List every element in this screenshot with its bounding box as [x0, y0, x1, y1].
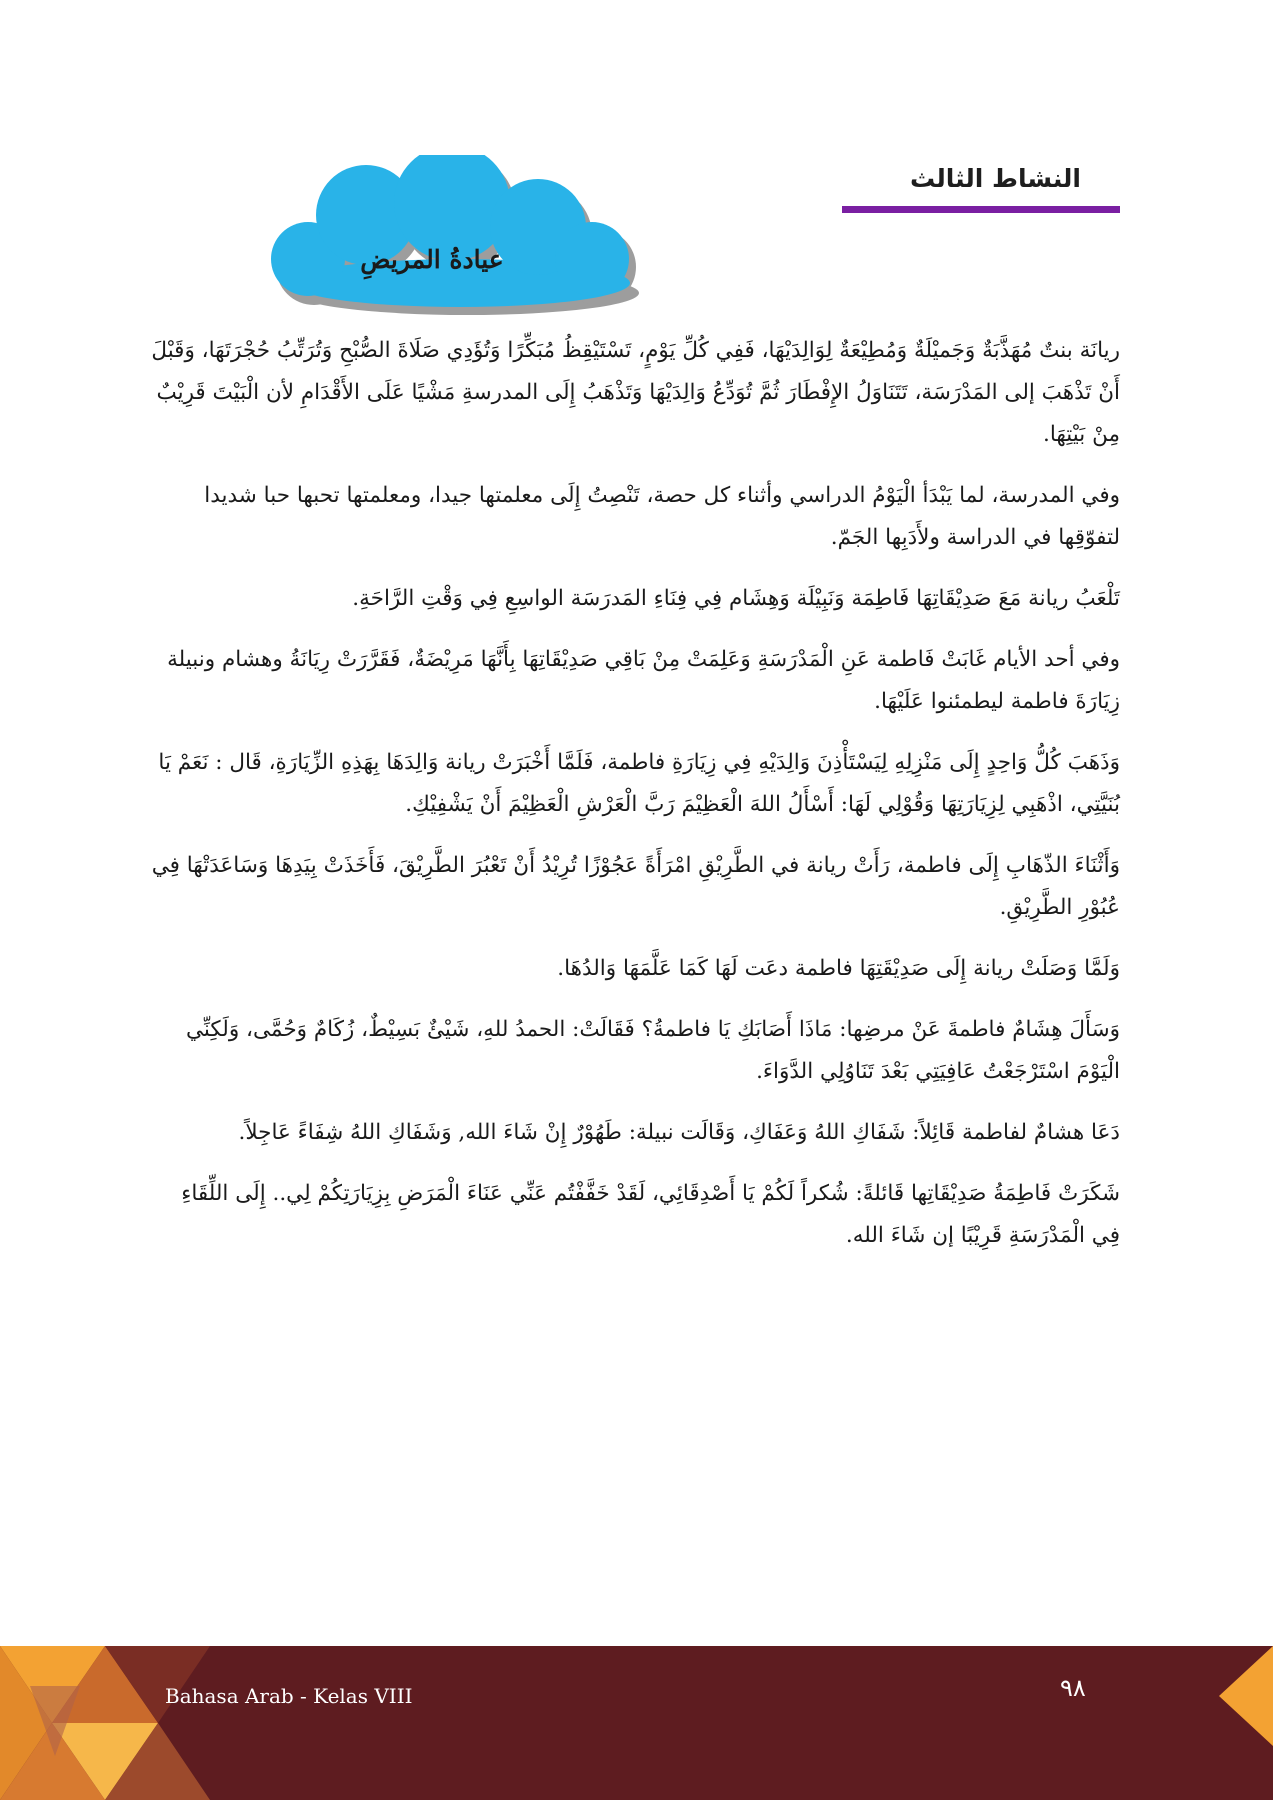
- story-title: عيادةُ المريضِ: [360, 245, 504, 274]
- cloud-shape: [262, 155, 646, 317]
- story-paragraph: وَسَأَلَ هِشَامٌ فاطمةَ عَنْ مرضِها: مَاذَا أَصَابَكِ يَا فاطمةُ؟ فَقَالَتْ: الحمدُ للهِ، شَيْئٌ بَسِيْطٌ، زُكَامٌ وَحُمَّى، وَلَكِنِّي الْيَوْمَ اسْتَرْجَعْتُ عَافِيَتِي بَعْدَ تَنَاوُلِي الدَّوَاءَ.: [185, 1017, 1120, 1084]
- page-number: ٩٨: [1060, 1674, 1086, 1702]
- corner-arrow-icon: [1211, 1646, 1273, 1800]
- story-paragraph: تَلْعَبُ ريانة مَعَ صَدِيْقَاتِهَا فَاطِمَة وَنَبِيْلَة وَهِشَام فِي فِنَاءِ المَدرَسَة الواسِعِ فِي وَقْتِ الرَّاحَةِ.: [352, 586, 1120, 611]
- activity-title-underline: [842, 206, 1120, 213]
- story-paragraph: وَأَثْنَاءَ الذّهَابِ إِلَى فاطمة، رَأَتْ ريانة في الطَّرِيْقِ امْرَأَةً عَجُوْزًا تُرِيْدُ أَنْ تَعْبُرَ الطَّرِيْقَ، فَأَخَذَتْ بِيَدِهَا وَسَاعَدَتْهَا فِي عُبُوْرِ الطَّرِيْقِ.: [151, 853, 1120, 920]
- page-footer: [0, 1646, 1273, 1800]
- story-title-cloud: [262, 155, 646, 317]
- story-paragraph: وفي أحد الأيام غَابَتْ فَاطمة عَنِ الْمَدْرَسَةِ وَعَلِمَتْ مِنْ بَاقِي صَدِيْقَاتِهَا بِأَنَّهَا مَرِيْضَةٌ، فَقَرَّرَتْ رِيَانَةُ وهشام ونبيلة زِيَارَةَ فاطمة ليطمئنوا عَلَيْهَا.: [167, 647, 1120, 714]
- story-paragraph: دَعَا هشامٌ لفاطمة قَائِلاً: شَفَاكِ اللهُ وَعَفَاكِ، وَقَالَت نبيلة: طَهُوْرٌ إِنْ شَاءَ الله, وَشَفَاكِ اللهُ شِفَاءً عَاجِلاً.: [238, 1120, 1120, 1145]
- story-paragraph: شَكَرَتْ فَاطِمَةُ صَدِيْقَاتِها قَائلةً: شُكراً لَكُمْ يَا أَصْدِقَائِي، لَقَدْ خَفَّفْتُم عَنِّي عَنَاءَ الْمَرَضِ بِزِيَارَتِكُمْ لِي.. إِلَى اللِّقَاءِ فِي الْمَدْرَسَةِ قَرِيْبًا إن شَاءَ الله.: [181, 1181, 1120, 1248]
- activity-title: النشاط الثالث: [909, 164, 1081, 193]
- story-paragraph: ريانَة بنتٌ مُهَذَّبَةٌ وَجَميْلَةٌ وَمُطِيْعَةٌ لِوَالِدَيْهَا، فَفِي كُلِّ يَوْمٍ، تَسْتَيْقِظُ مُبَكِّرًا وَتُؤَدِي صَلَاةَ الصُّبْحِ وَتُرَتِّبُ حُجْرَتَهَا، وَقَبْلَ أَنْ تَذْهَبَ إلى المَدْرَسَة، تَتَنَاوَلُ الإِفْطَارَ ثُمَّ تُوَدِّعُ وَالِدَيْهَا وَتَذْهَبُ إِلَى المدرسةِ مَشْيًا عَلَى الأَقْدَامِ لأن الْبَيْتَ قَرِيْبٌ مِنْ بَيْتِهَا.: [151, 338, 1120, 447]
- footer-triangle-pattern-icon: [0, 1646, 210, 1800]
- story-text: [148, 330, 1120, 1276]
- book-label: Bahasa Arab - Kelas VIII: [165, 1684, 413, 1708]
- story-paragraph: وَلَمَّا وَصَلَتْ ريانة إِلَى صَدِيْقَتِهَا فاطمة دعَت لَهَا كَمَا عَلَّمَهَا وَالدُهَا.: [557, 956, 1120, 981]
- story-paragraph: وَذَهَبَ كُلُّ وَاحِدٍ إِلَى مَنْزِلِهِ لِيَسْتَأْذِنَ وَالِدَيْهِ فِي زِيَارَةِ فاطمة، فَلَمَّا أَخْبَرَتْ ريانة وَالِدَهَا بِهَذِهِ الزِّيَارَةِ، قَال : نَعَمْ يَا بُنَيَّتِي، اذْهَبِي لِزِيَارَتِهَا وَقُوْلِي لَهَا: أَسْأَلُ اللهَ الْعَظِيْمَ رَبَّ الْعَرْشِ الْعَظِيْمَ أَنْ يَشْفِيْكِ.: [158, 750, 1120, 817]
- story-paragraph: وفي المدرسة، لما يَبْدَأ الْيَوْمُ الدراسي وأثناء كل حصة، تَنْصِتُ إِلَى معلمتها جيدا، ومعلمتها تحبها حبا شديدا لتفوّقِها في الدراسة ولأَدَبِها الجَمّ.: [204, 483, 1120, 550]
